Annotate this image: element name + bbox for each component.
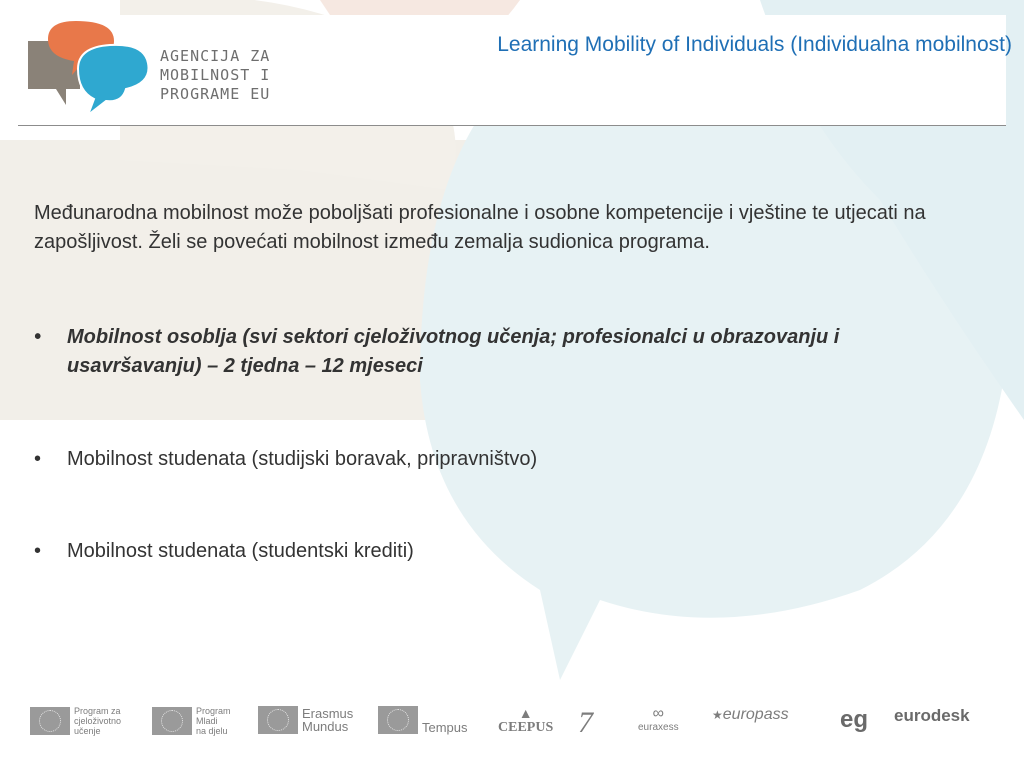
graduation-cap-icon: ▲: [518, 705, 533, 721]
agency-name-line-2: MOBILNOST I: [160, 66, 271, 84]
intro-paragraph: Međunarodna mobilnost može poboljšati profesionalne i osobne kompetencije i vještine te utjecati na zapošljivost. Želi se povećati mobilnost između zemalja sudionica programa.: [34, 202, 926, 253]
header-divider: [18, 125, 1006, 126]
bullet-item: [34, 537, 927, 566]
agency-logo-icon: [26, 17, 156, 117]
eg-logo: [840, 706, 868, 734]
logo-label: Tempus: [422, 719, 468, 735]
infinity-icon: ∞: [652, 705, 664, 722]
stars-icon: ★: [712, 708, 723, 722]
lifelong-learning-logo: [30, 706, 121, 736]
bullet-marker: •: [34, 540, 42, 562]
erasmus-mundus-logo: [258, 706, 353, 734]
agency-name-line-3: PROGRAME EU: [160, 85, 271, 103]
slide-title: Learning Mobility of Individuals (Individualna mobilnost): [497, 33, 1012, 56]
eu-flag-icon: [258, 706, 298, 734]
eurodesk-logo: [894, 706, 970, 726]
youth-in-action-logo: [152, 706, 231, 736]
logo-label: Program za cjeloživotno učenje: [74, 706, 122, 736]
euraxess-logo: [638, 706, 679, 733]
slide-content: [34, 199, 964, 562]
logo-label: eurodesk: [894, 706, 970, 725]
bullet-item: [34, 323, 927, 381]
bullet-marker: •: [34, 448, 42, 470]
logo-label: eg: [840, 706, 869, 733]
bullet-marker: •: [34, 326, 42, 348]
logo-label: 7: [578, 706, 593, 739]
bullet-text-staff-mobility: Mobilnost osoblja (svi sektori cjeloživotnog učenja; profesionalci u obrazovanju i usavršavanju) – 2 tjedna – 12 mjeseci: [67, 326, 840, 377]
logo-label: euraxess: [638, 722, 679, 733]
agency-name-line-1: AGENCIJA ZA: [160, 47, 271, 65]
partner-logos-footer: [0, 700, 1024, 750]
europass-logo: [712, 706, 789, 724]
ceepus-logo: [498, 706, 553, 736]
agency-name: [160, 47, 270, 104]
bullet-text-student-mobility: Mobilnost studenata (studijski boravak, pripravništvo): [67, 448, 538, 470]
logo-label: CEEPUS: [498, 720, 554, 735]
logo-label: europass: [722, 706, 789, 723]
bullet-text-student-credits: Mobilnost studenata (studentski krediti): [67, 540, 414, 562]
fp7-logo: [578, 706, 593, 740]
logo-label: Program Mladi na djelu: [196, 706, 231, 736]
bullet-item: [34, 445, 927, 474]
logo-label: Erasmus Mundus: [302, 706, 354, 734]
eu-flag-icon: [152, 707, 192, 735]
eu-flag-icon: [378, 706, 418, 734]
eu-flag-icon: [30, 707, 70, 735]
tempus-logo: [378, 706, 468, 734]
